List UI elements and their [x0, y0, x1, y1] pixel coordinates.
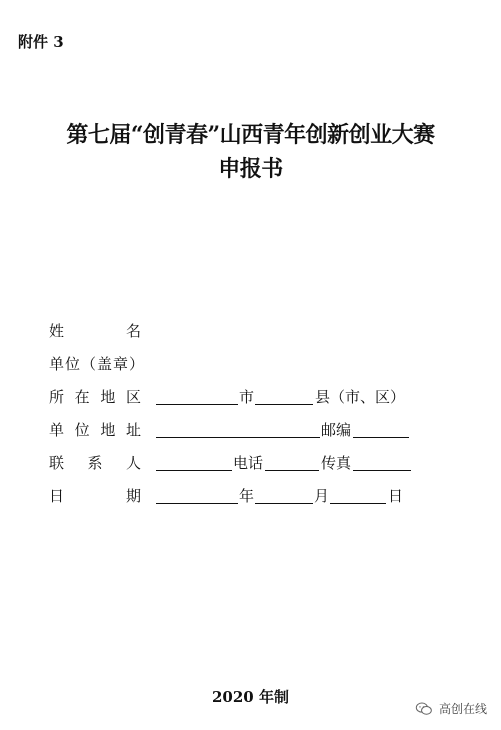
date-year-field[interactable] — [156, 503, 238, 504]
date-label: 日 期 — [49, 487, 141, 505]
footer-year: 2020 年制 — [212, 688, 289, 706]
region-province-field[interactable] — [156, 404, 238, 405]
region-label: 所 在 地 区 — [49, 388, 141, 406]
postcode-field[interactable] — [353, 437, 409, 438]
contact-row — [49, 452, 469, 485]
watermark-text: 高创在线 — [438, 702, 487, 716]
region-city-field[interactable] — [255, 404, 313, 405]
address-row — [49, 419, 469, 452]
watermark — [415, 700, 487, 717]
year-label: 年 — [239, 487, 255, 505]
phone-field[interactable] — [265, 470, 319, 471]
region-row — [49, 386, 469, 419]
document-subtitle: 申报书 — [218, 156, 283, 182]
region-city-label: 市 — [239, 388, 255, 406]
application-form — [49, 320, 469, 518]
month-label: 月 — [314, 487, 330, 505]
address-label: 单 位 地 址 — [49, 421, 141, 439]
name-row — [49, 320, 469, 353]
attachment-label: 附件 3 — [18, 33, 64, 51]
date-month-field[interactable] — [255, 503, 313, 504]
region-county-label: 县（市、区） — [315, 388, 406, 406]
wechat-icon — [415, 702, 433, 716]
unit-label: 单位（盖章） — [49, 355, 146, 373]
unit-row — [49, 353, 469, 386]
contact-label: 联 系 人 — [49, 454, 141, 472]
date-row — [49, 485, 469, 518]
postcode-label: 邮编 — [321, 421, 352, 439]
name-label: 姓 名 — [49, 322, 141, 340]
phone-label: 电话 — [233, 454, 264, 472]
day-label: 日 — [388, 487, 404, 505]
document-title: 第七届“创青春”山西青年创新创业大赛 — [66, 122, 435, 148]
fax-label: 传真 — [321, 454, 352, 472]
address-field[interactable] — [156, 437, 320, 438]
date-day-field[interactable] — [330, 503, 386, 504]
contact-field[interactable] — [156, 470, 232, 471]
fax-field[interactable] — [353, 470, 411, 471]
